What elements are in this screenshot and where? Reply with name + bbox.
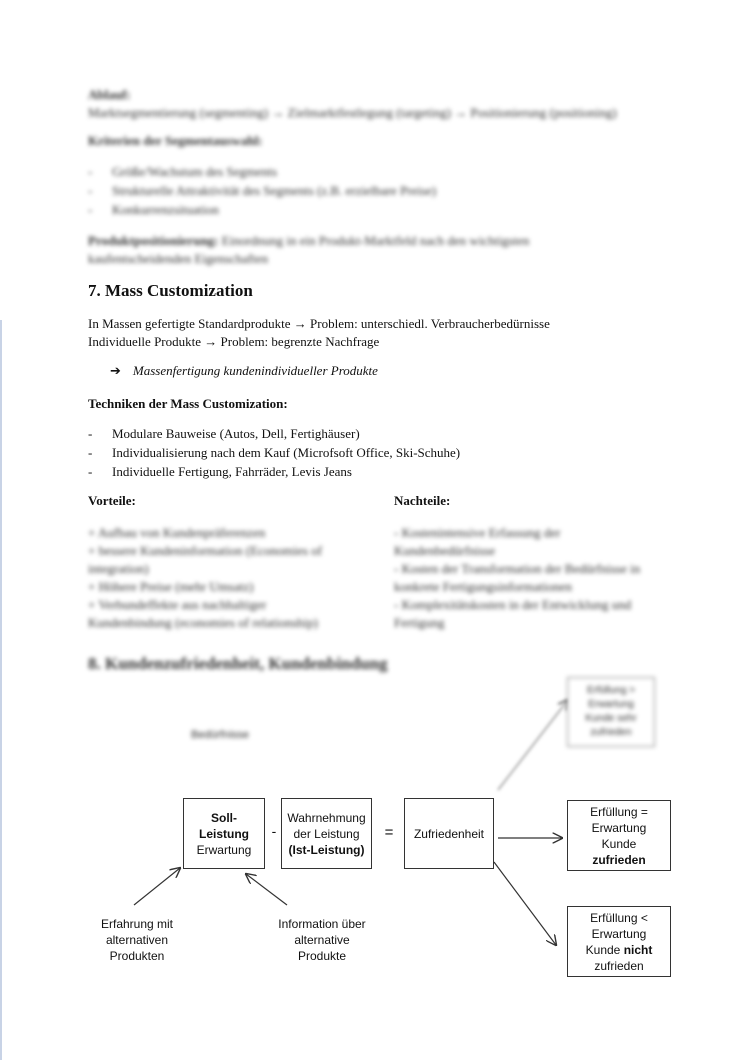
erfahrung-line-2: alternativen — [105, 933, 169, 947]
soll-leistung-box — [183, 798, 265, 869]
intro-line-2: Individuelle Produkte → Problem: begrenzte Nachfrage — [88, 334, 380, 349]
information-line-2: alternative — [294, 933, 350, 947]
soll-line-2: Leistung — [199, 826, 249, 841]
sehr-line-3: Kunde sehr — [585, 713, 637, 724]
list-item: - Komplexitätskosten in der Entwicklung und — [394, 597, 632, 612]
soll-line-3: Erwartung — [196, 842, 252, 857]
conclusion-arrow-icon: ➔ — [110, 364, 121, 379]
list-item: + bessere Kundeninformation (Economies of — [88, 543, 323, 558]
wahrnehmung-box — [281, 798, 372, 869]
zufrieden-line-1: Erfüllung = — [590, 804, 648, 819]
ablauf-label: Ablauf: — [88, 87, 131, 102]
list-item: Kundenbedürfnisse — [394, 543, 496, 558]
produkt-text-1: Einordnung in ein Produkt-Marktfeld nach den wichtigsten — [221, 233, 530, 248]
information-line-3: Produkte — [297, 949, 347, 963]
zufrieden-line-2: Erwartung — [591, 820, 647, 835]
nicht-zufrieden-box — [567, 906, 671, 977]
list-item: - Konkurrenzsituation — [88, 200, 608, 219]
list-item: - Individuelle Fertigung, Fahrräder, Levis Jeans — [88, 462, 648, 481]
list-item: - Kostenintensive Erfassung der — [394, 525, 561, 540]
information-line-1: Information über — [278, 917, 366, 931]
arrow-to-nicht-zufrieden — [494, 862, 556, 945]
vorteile-label: Vorteile: — [88, 493, 136, 508]
nicht-line-4: zufrieden — [594, 958, 644, 973]
wahrnehmung-line-1: Wahrnehmung — [287, 810, 366, 825]
conclusion-text: Massenfertigung kundenindividueller Produkte — [132, 363, 378, 378]
arrow-to-sehr-zufrieden — [498, 700, 568, 790]
section-8-heading: 8. Kundenzufriedenheit, Kundenbindung — [88, 654, 388, 673]
zufrieden-line-3: Kunde — [601, 836, 637, 851]
erfahrung-line-1: Erfahrung mit — [100, 917, 174, 931]
list-item: - Kosten der Transformation der Bedürfnisse in — [394, 561, 641, 576]
list-item: + Aufbau von Kundenpräferenzen — [88, 525, 266, 540]
sehr-zufrieden-box — [567, 677, 655, 747]
zufrieden-line-4: zufrieden — [592, 852, 646, 867]
produkt-text-2: kaufentscheidenden Eigenschaften — [88, 251, 269, 266]
sehr-line-4: zufrieden — [590, 727, 632, 738]
soll-line-1: Soll- — [211, 810, 237, 825]
minus-sign: - — [271, 823, 277, 839]
nicht-line-3: Kunde nicht — [585, 942, 653, 957]
sehr-line-2: Erwartung — [588, 699, 634, 710]
produkt-label: Produktpositionierung: — [88, 233, 219, 248]
kriterien-label: Kriterien der Segmentauswahl: — [88, 133, 263, 148]
erfahrung-label — [82, 916, 192, 964]
list-item: + Verbundeffekte aus nachhaltiger — [88, 597, 267, 612]
zufriedenheit-label: Zufriedenheit — [413, 826, 485, 841]
intro-line-1: In Massen gefertigte Standardprodukte → Problem: unterschiedl. Verbraucherbedürnisse — [88, 316, 550, 331]
list-item: - Strukturelle Attraktivität des Segments (z.B. erzielbare Preise) — [88, 181, 608, 200]
ablauf-text: Marktsegmentierung (segmenting) → Zielmarktfestlegung (targeting) → Positionierung (positioning) — [88, 105, 617, 120]
list-item: integration) — [88, 561, 149, 576]
equals-sign: = — [384, 824, 394, 841]
erfahrung-line-3: Produkten — [109, 949, 165, 963]
list-item: konkrete Fertigungsinformationen — [394, 579, 572, 594]
nicht-bold: nicht — [623, 942, 653, 957]
information-label — [262, 916, 382, 964]
list-item: - Modulare Bauweise (Autos, Dell, Fertighäuser) — [88, 424, 648, 443]
techniken-label: Techniken der Mass Customization: — [88, 396, 288, 411]
list-item: Fertigung — [394, 615, 445, 630]
list-item: - Individualisierung nach dem Kauf (Microfsoft Office, Ski-Schuhe) — [88, 443, 648, 462]
list-item: Kundenbindung (economies of relationship) — [88, 615, 318, 630]
arrow-erfahrung — [134, 868, 180, 905]
beduerfnisse-label: Bedürfnisse — [190, 729, 250, 741]
list-item: - Größe/Wachstum des Segments — [88, 162, 608, 181]
zufrieden-box — [567, 800, 671, 871]
nicht-line-1: Erfüllung < — [590, 910, 648, 925]
nicht-line-2: Erwartung — [591, 926, 647, 941]
list-item: + Höhere Preise (mehr Umsatz) — [88, 579, 254, 594]
arrow-information — [246, 874, 287, 905]
wahrnehmung-line-2: der Leistung — [293, 826, 360, 841]
wahrnehmung-line-3: (Ist-Leistung) — [288, 842, 365, 857]
nachteile-label: Nachteile: — [394, 493, 451, 508]
sehr-line-1: Erfüllung > — [586, 685, 636, 696]
zufriedenheit-box — [404, 798, 494, 869]
section-7-heading: 7. Mass Customization — [88, 281, 253, 300]
